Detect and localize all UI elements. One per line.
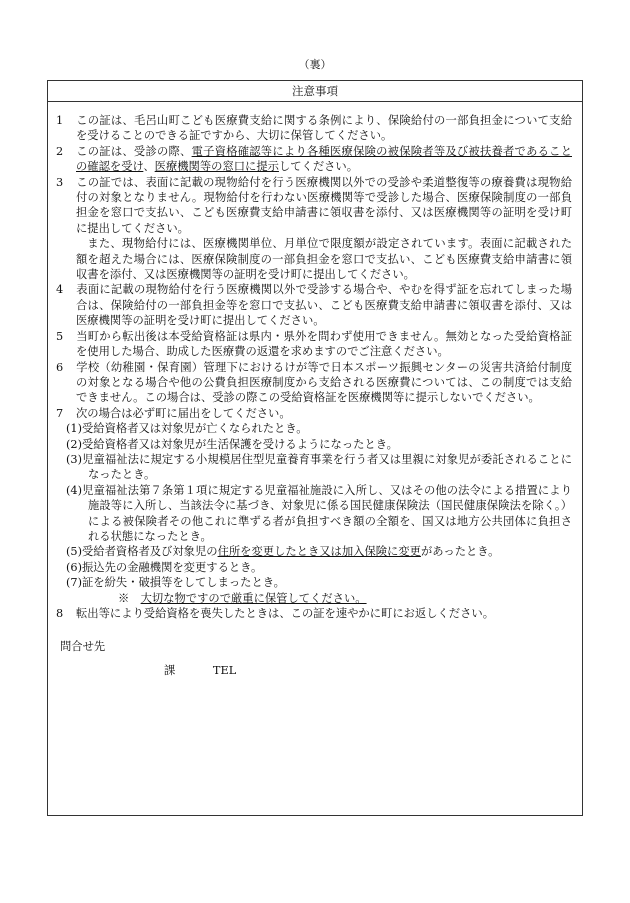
notice-item-8 bbox=[56, 606, 572, 621]
notice-items bbox=[56, 113, 572, 621]
notice-item-7 bbox=[56, 406, 572, 421]
storage-notice bbox=[56, 591, 572, 606]
notice-item-5 bbox=[56, 329, 572, 360]
text-segment: (6)振込先の金融機関を変更するとき。 bbox=[66, 560, 263, 574]
notice-item-1 bbox=[56, 113, 572, 144]
text-segment: (2)受給資格者又は対象児が生活保護を受けるようになったとき。 bbox=[66, 437, 398, 451]
text-segment: この証では、表面に記載の現物給付を行う医療機関以外での受診や柔道整復等の療養費は現物給付の対象となりません。現物給付を行わない医療機関等で受診した場合、医療保険制度の一部負担金を窓口で支払い、こども医療費支給申請書に領収書を添付、又は医療機関等の証明を受け町に提出してください。 bbox=[76, 175, 572, 235]
condition-item bbox=[66, 421, 572, 436]
text-segment: があったとき。 bbox=[420, 545, 500, 559]
text-segment: ※ bbox=[118, 591, 141, 605]
text-segment: この証は、受診の際、 bbox=[76, 144, 192, 158]
department-suffix: 課 bbox=[164, 663, 176, 677]
notice-item-2 bbox=[56, 144, 572, 175]
underlined-text: 医療機関等の窓口に提示 bbox=[154, 160, 279, 174]
text-segment: 次の場合は必ず町に届出をしてください。 bbox=[76, 406, 291, 420]
underlined-text: 住所を変更したとき又は加入保険に変更 bbox=[217, 545, 421, 559]
text-segment: 当町から転出後は本受給資格証は県内・県外を問わず使用できません。無効となった受給資格証を使用した場合、助成した医療費の返還を求めますのでご注意ください。 bbox=[76, 329, 572, 359]
item-number: 5 bbox=[56, 329, 64, 343]
underlined-text: 大切な物ですので厳重に保管してください。 bbox=[140, 591, 367, 605]
condition-item bbox=[66, 452, 572, 483]
section-title: 注意事項 bbox=[48, 81, 582, 102]
notice-item-4 bbox=[56, 282, 572, 328]
notice-item-3 bbox=[56, 175, 572, 237]
text-segment: (3)児童福祉法に規定する小規模居住型児童養育事業を行う者又は里親に対象児が委託されることになったとき。 bbox=[66, 452, 572, 482]
condition-item bbox=[66, 544, 572, 559]
item-number: 8 bbox=[56, 607, 64, 620]
text-segment: (5)受給者資格者及び対象児の bbox=[66, 545, 218, 559]
page-side-label: （裏） bbox=[298, 58, 332, 71]
item-number: 2 bbox=[56, 144, 64, 158]
text-segment: 表面に記載の現物給付を行う医療機関以外で受診する場合や、やむを得ず証を忘れてしまった場合は、保険給付の一部負担金等を窓口で支払い、こども医療費支給申請書に領収書を添付、又は医療機関等の証明を受け町に提出してください。 bbox=[76, 283, 572, 328]
notice-item-3-continued: また、現物給付には、医療機関単位、月単位で限度額が設定されています。表面に記載された額を超えた場合には、医療保険制度の一部負担金を窓口で支払い、こども医療費支給申請書に領収書を添付、又は医療機関等の証明を受け町に提出してください。 bbox=[76, 237, 572, 282]
item-number: 7 bbox=[56, 406, 64, 420]
item-number: 3 bbox=[56, 175, 64, 189]
inquiry-contact bbox=[56, 663, 572, 678]
text-segment: してください。 bbox=[278, 160, 359, 174]
condition-item bbox=[66, 560, 572, 575]
inquiry-label: 問合せ先 bbox=[60, 640, 106, 654]
notice-item-6 bbox=[56, 360, 572, 406]
tel-label: TEL bbox=[212, 663, 237, 677]
condition-item bbox=[66, 575, 572, 590]
item-number: 6 bbox=[56, 360, 64, 374]
item-number: 1 bbox=[56, 114, 64, 127]
text-segment: (7)証を紛失・破損等をしてしまったとき。 bbox=[66, 576, 285, 590]
text-segment: この証は、毛呂山町こども医療費支給に関する条例により、保険給付の一部負担金について支給を受けることのできる証ですから、大切に保管してください。 bbox=[76, 114, 572, 143]
notification-conditions-list bbox=[56, 421, 572, 590]
text-segment: 学校（幼稚園・保育園）管理下におけるけが等で日本スポーツ振興センターの災害共済給付制度の対象となる場合や他の公費負担医療制度から支給される医療費については、この制度では支給できません。この場合は、受診の際この受給資格証を医療機関等に提示しないでください。 bbox=[76, 360, 572, 405]
condition-item bbox=[66, 483, 572, 545]
text-segment: 、 bbox=[143, 160, 155, 174]
notice-frame bbox=[47, 80, 583, 816]
notice-content bbox=[56, 113, 572, 678]
text-segment: 転出等により受給資格を喪失したときは、この証を速やかに町にお返しください。 bbox=[76, 607, 494, 620]
text-segment: (4)児童福祉法第７条第１項に規定する児童福祉施設に入所し、又はその他の法令による措置により施設等に入所し、当該法令に基づき、対象児に係る国民健康保険法（国民健康保険法を除く。）による被保険者その他これに準ずる者が負担すべき額の全額を、国又は地方公共団体に負担される状態になったとき。 bbox=[66, 483, 572, 543]
text-segment: (1)受給資格者又は対象児が亡くなられたとき。 bbox=[66, 422, 308, 436]
item-number: 4 bbox=[56, 283, 64, 297]
underlined-text: 電子資格確認等により各種医療保険の被保険者等及び被扶養者であることの確認を受け bbox=[76, 144, 572, 174]
condition-item bbox=[66, 437, 572, 452]
